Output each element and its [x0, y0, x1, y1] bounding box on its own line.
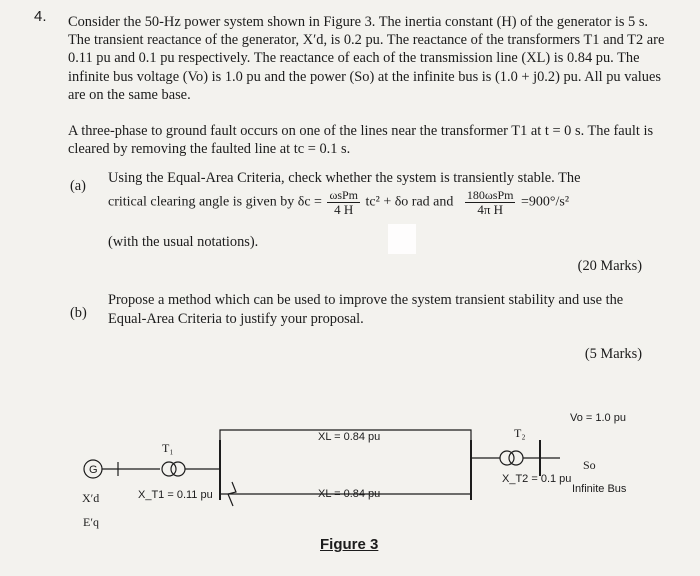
fraction-1-den: 4 H [334, 202, 354, 217]
gen-emf-label: E′q [83, 515, 99, 529]
question-number: 4. [34, 8, 47, 25]
t1-winding-2 [171, 462, 185, 476]
formula-prefix: critical clearing angle is given by [108, 194, 295, 210]
t2-label: T₂ [514, 426, 526, 440]
gen-reactance-label: X′d [82, 491, 100, 505]
part-b-text: Propose a method which can be used to improve the system transient stability and use the Equal-Area Criteria to justify your proposal. [108, 292, 624, 327]
delta-c: δc = [297, 194, 322, 210]
part-a-line3: (with the usual notations). [108, 234, 259, 250]
fraction-2-den: 4π H [477, 202, 504, 217]
infinite-bus-label: Infinite Bus [572, 483, 627, 495]
part-a-marks: (20 Marks) [577, 258, 642, 274]
generator-label: G [89, 464, 98, 476]
part-a-label: (a) [70, 178, 86, 194]
xt2-label: X_T2 = 0.1 pu [502, 473, 572, 485]
fraction-1-num: ωsPm [329, 188, 359, 202]
xl-top-label: XL = 0.84 pu [318, 431, 381, 443]
vo-label: Vo = 1.0 pu [570, 412, 626, 424]
so-label: So [583, 458, 596, 472]
t1-winding-1 [162, 462, 176, 476]
xl-bottom-label: XL = 0.84 pu [318, 488, 381, 500]
t2-winding-2 [509, 451, 523, 465]
t2-winding-1 [500, 451, 514, 465]
fraction-2-num: 180ωsPm [466, 188, 514, 202]
figure-caption: Figure 3 [320, 536, 379, 553]
fraction-2-tail: =900°/s² [520, 194, 570, 210]
question-intro: Consider the 50-Hz power system shown in Figure 3. The inertia constant (H) of the generator is 5 s. The transient reactance of the generator, X′d, is 0.2 pu. The reactance of the transformers T1 and T2 are 0.11 pu and 0.1 pu respectively. The reactance of each of the transmission line (XL) is 0.84 pu. The infinite bus voltage (Vo) is 1.0 pu and the power (So) at the infinite bus is (1.0 + j0.2) pu. All pu values are on the same base. [68, 14, 665, 103]
part-b-marks: (5 Marks) [584, 346, 642, 362]
t1-label: T₁ [162, 441, 174, 455]
fault-description: A three-phase to ground fault occurs on one of the lines near the transformer T1 at t = 0 s. The fault is cleared by removing the faulted line at tc = 0.1 s. [68, 123, 654, 158]
xt1-label: X_T1 = 0.11 pu [138, 489, 213, 501]
part-a-line1: Using the Equal-Area Criteria, check whether the system is transiently stable. The [108, 170, 581, 186]
fraction-1-tail: tc² + δo rad and [365, 194, 454, 210]
part-b-label: (b) [70, 305, 87, 321]
